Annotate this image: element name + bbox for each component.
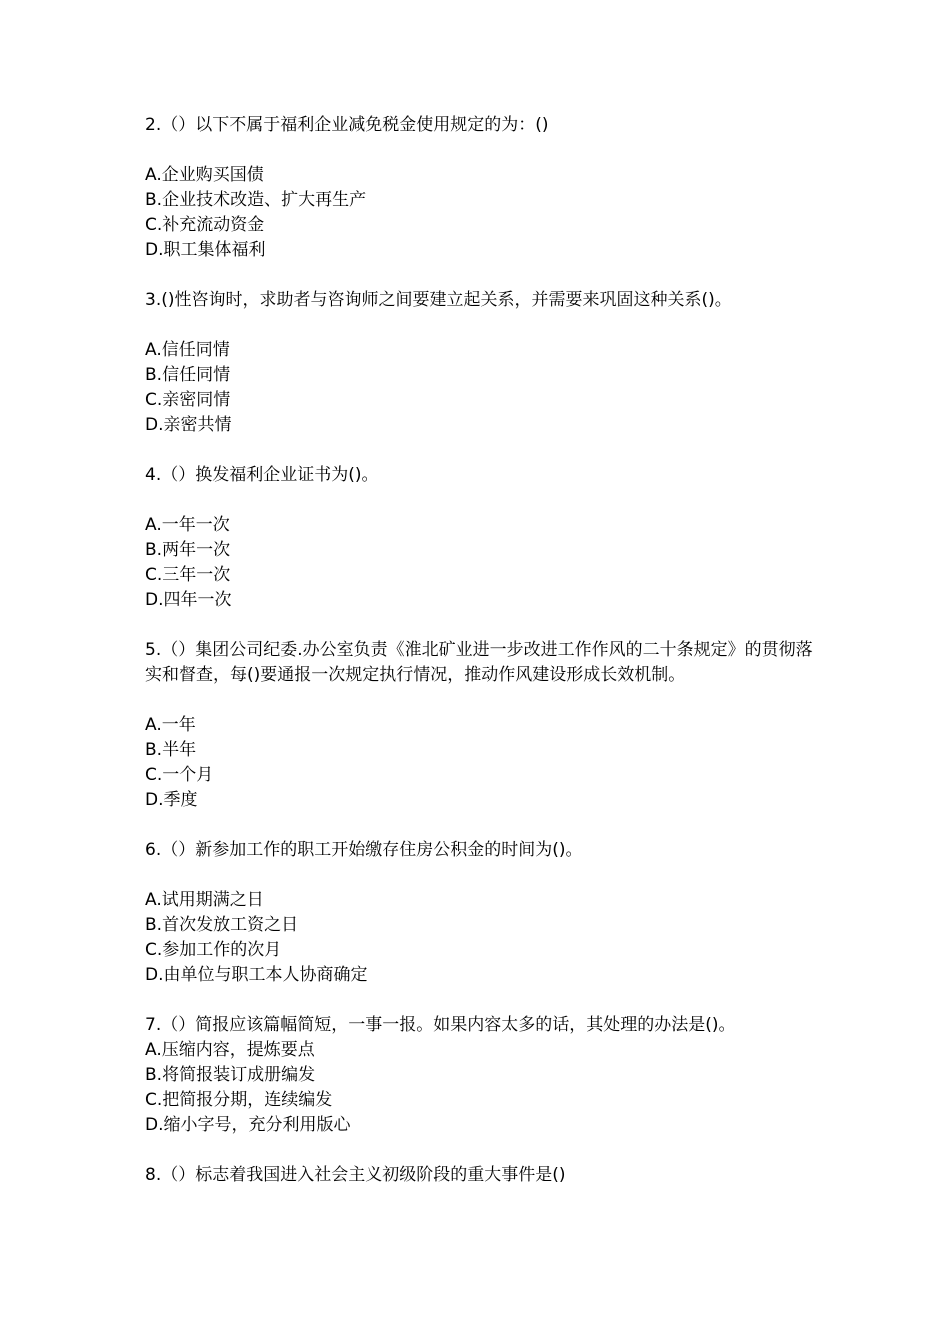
option-a: A.一年	[145, 715, 196, 735]
question-stem: 5.（）集团公司纪委.办公室负责《淮北矿业进一步改进工作作风的二十条规定》的贯彻落实和督查，每()要通报一次规定执行情况，推动作风建设形成长效机制。	[145, 640, 813, 685]
question-stem: 8.（）标志着我国进入社会主义初级阶段的重大事件是()	[145, 1165, 566, 1185]
option-b: B.首次发放工资之日	[145, 915, 299, 935]
option-c: C.参加工作的次月	[145, 940, 282, 960]
question-2	[145, 113, 820, 263]
question-stem: 7.（）简报应该篇幅简短，一事一报。如果内容太多的话，其处理的办法是()。	[145, 1015, 736, 1035]
option-c: C.一个月	[145, 765, 214, 785]
option-b: B.将简报装订成册编发	[145, 1065, 316, 1085]
option-d: D.亲密共情	[145, 415, 232, 435]
option-d: D.四年一次	[145, 590, 232, 610]
question-stem: 4.（）换发福利企业证书为()。	[145, 465, 379, 485]
question-5	[145, 638, 820, 813]
option-b: B.企业技术改造、扩大再生产	[145, 190, 367, 210]
option-d: D.由单位与职工本人协商确定	[145, 965, 368, 985]
option-a: A.信任同情	[145, 340, 230, 360]
question-stem: 6.（）新参加工作的职工开始缴存住房公积金的时间为()。	[145, 840, 583, 860]
option-c: C.把简报分期，连续编发	[145, 1090, 333, 1110]
option-d: D.季度	[145, 790, 198, 810]
question-3	[145, 288, 820, 438]
option-b: B.信任同情	[145, 365, 231, 385]
question-7	[145, 1013, 820, 1138]
option-d: D.缩小字号，充分利用版心	[145, 1115, 351, 1135]
question-8	[145, 1163, 820, 1188]
question-stem: 3.()性咨询时，求助者与咨询师之间要建立起关系，并需要来巩固这种关系()。	[145, 290, 732, 310]
option-c: C.三年一次	[145, 565, 231, 585]
option-a: A.压缩内容，提炼要点	[145, 1040, 315, 1060]
option-c: C.亲密同情	[145, 390, 231, 410]
option-d: D.职工集体福利	[145, 240, 266, 260]
question-6	[145, 838, 820, 988]
question-4	[145, 463, 820, 613]
option-a: A.一年一次	[145, 515, 230, 535]
question-list	[145, 113, 820, 1188]
question-stem: 2.（）以下不属于福利企业减免税金使用规定的为：()	[145, 115, 549, 135]
option-b: B.半年	[145, 740, 197, 760]
option-c: C.补充流动资金	[145, 215, 265, 235]
option-a: A.企业购买国债	[145, 165, 264, 185]
option-a: A.试用期满之日	[145, 890, 264, 910]
option-b: B.两年一次	[145, 540, 231, 560]
